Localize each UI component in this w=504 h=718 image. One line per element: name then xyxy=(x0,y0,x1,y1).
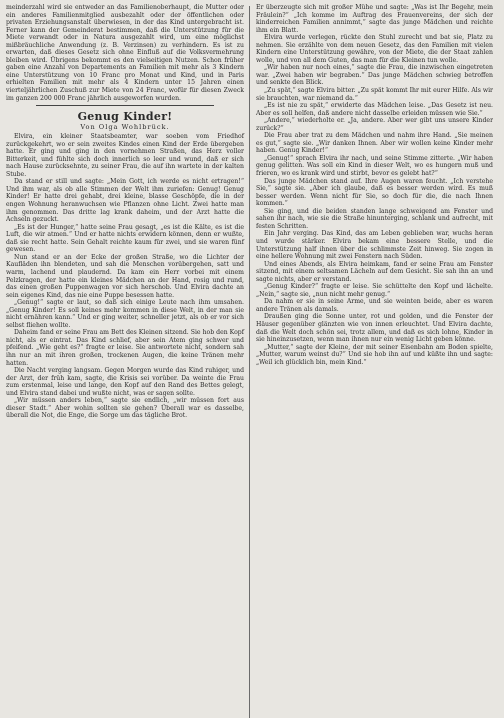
intro-article xyxy=(6,4,244,102)
paragraph: Die Nacht verging langsam. Gegen Morgen wurde das Kind ruhiger, und der Arzt, der früh kam, sagte, die Krisis sei vorüber. Da weinte die Frau zum erstenmal, leise und lange, den Kopf auf den Rand des Bettes gelegt, und Elvira stand dabei und wußte nicht, was er sagen sollte. xyxy=(6,367,244,397)
paragraph: Und eines Abends, als Elvira heimkam, fand er seine Frau am Fenster sitzend, mit einem seltsamen Lächeln auf dem Gesicht. Sie sah ihn an und sagte nichts, aber er verstand. xyxy=(256,260,493,283)
paragraph: Die Frau aber trat zu dem Mädchen und nahm ihre Hand. „Sie meinen es gut,“ sagte sie. „Wir danken Ihnen. Aber wir wollen keine Kinder mehr haben. Genug Kinder!“ xyxy=(256,132,493,155)
paragraph: „Wir müssen anders leben,“ sagte sie endlich, „wir müssen fort aus dieser Stadt.“ Aber wohin sollten sie gehen? Überall war es dasselbe, überall die Not, die Enge, die Sorge um das tägliche Brot. xyxy=(6,397,244,420)
paragraph: Nun stand er an der Ecke der großen Straße, wo die Lichter der Kaufläden ihn blendeten, und sah die Menschen vorübergehen, satt und warm, lachend und plaudernd. Da kam ein Herr vorbei mit einem Pelzkragen, der hatte ein kleines Mädchen an der Hand, rosig und rund, das einen großen Puppenwagen vor sich herschob. Und Elvira dachte an sein eigenes Kind, das nie eine Puppe besessen hatte. xyxy=(6,253,244,299)
section-rule xyxy=(36,105,214,106)
paragraph: Elvira wurde verlegen, rückte den Stuhl zurecht und bat sie, Platz zu nehmen. Sie erzählte von dem neuen Gesetz, das den Familien mit vielen Kindern eine Unterstützung gewähre, von der Miete, die der Staat zahlen wolle, und von all dem Guten, das man für die Kleinen tun wolle. xyxy=(256,34,493,64)
paragraph: Draußen ging die Sonne unter, rot und golden, und die Fenster der Häuser gegenüber glänzten wie von innen erleuchtet. Und Elvira dachte, daß die Welt doch schön sei, trotz allem, und daß es sich lohne, Kinder in sie hineinzusetzen, wenn man ihnen nur ein wenig Licht geben könne. xyxy=(256,313,493,344)
paragraph: „Genug!“ sagte er laut, so daß sich einige Leute nach ihm umsahen. „Genug Kinder! Es soll keines mehr kommen in diese Welt, in der man sie nicht ernähren kann.“ Und er ging weiter, schneller jetzt, als ob er vor sich selbst fliehen wollte. xyxy=(6,299,244,329)
paragraph: „Genug!“ sprach Elvira ihr nach, und seine Stimme zitterte. „Wir haben genug gelitten. Was soll ein Kind in dieser Welt, wo es hungern muß und frieren, wo es krank wird und stirbt, bevor es gelebt hat?“ xyxy=(256,154,493,178)
paragraph: „Genug Kinder?“ fragte er leise. Sie schüttelte den Kopf und lächelte. „Nein,“ sagte sie, „nun nicht mehr genug.“ xyxy=(256,283,493,298)
story-title: Genug Kinder! xyxy=(77,110,173,124)
paragraph: Elvira, ein kleiner Staatsbeamter, war soeben vom Friedhof zurückgekehrt, wo er sein zweites Kindes einen Kind der Erde übergeben hatte. Er ging und ging in den vornehmen Straßen, das Herz voller Bitterkeit, und fühlte sich doch innerlich so leer und wund, daß er sich nach Hause zurücksehnte, zu seiner Frau, die auf ihn wartete in der kalten Stube. xyxy=(6,133,244,178)
paragraph: Sie ging, und die beiden standen lange schweigend am Fenster und sahen ihr nach, wie sie die Straße hinunterging, schlank und aufrecht, mit festen Schritten. xyxy=(256,207,493,230)
paragraph: „Andere,“ wiederholte er. „Ja, andere. Aber wer gibt uns unsere Kinder zurück?“ xyxy=(256,117,493,132)
paragraph: Er überzeugte sich mit großer Mühe und sagte: „Was ist Ihr Begehr, mein Fräulein?“ „Ich komme im Auftrag des Frauenvereins, der sich der kinderreichen Familien annimmt,“ sagte das junge Mädchen und reichte ihm ein Blatt. xyxy=(256,4,493,34)
paragraph: „Es ist der Hunger,“ hatte seine Frau gesagt, „es ist die Kälte, es ist die Luft, die wir atmen.“ Und er hatte nichts erwidern können, denn er wußte, daß sie recht hatte. Sein Gehalt reichte kaum für zwei, und sie waren fünf gewesen. xyxy=(6,223,244,254)
paragraph: „Mutter,“ sagte der Kleine, der mit seiner Eisenbahn am Boden spielte, „Mutter, warum weinst du?“ Und sie hob ihn auf und küßte ihn und sagte: „Weil ich glücklich bin, mein Kind.“ xyxy=(256,343,493,366)
paragraph: Das junge Mädchen stand auf. Ihre Augen waren feucht. „Ich verstehe Sie,“ sagte sie. „Aber ich glaube, daß es besser werden wird. Es muß besser werden. Wenn nicht für Sie, so doch für die, die nach Ihnen kommen.“ xyxy=(256,177,493,208)
paragraph: „Wir haben nur noch eines,“ sagte die Frau, die inzwischen eingetreten war. „Zwei haben wir begraben.“ Das junge Mädchen schwieg betroffen und senkte den Blick. xyxy=(256,64,493,87)
paragraph: meinderzahl wird sie entweder an das Familienoberhaupt, die Mutter oder ein anderes Familienmitglied ausbezahlt oder der öffentlichen oder privaten Erziehungsanstalt überwiesen, in der das Kind untergebracht ist. Ferner kann der Gemeinderat bestimmen, daß die Unterstützung für die Miete verwandt oder in Natura ausgezahlt wird, um eine möglichst mißbräuchliche Anwendung (z. B. Verzinsen) zu verhindern. Es ist zu erwarten, daß dieses Gesetz sich ohne Einfluß auf die Volksvermehrung bleiben wird. Übrigens bekommt es den vielseitigen Nutzen. Schon früher gaben eine Anzahl von Departements an Familien mit mehr als 3 Kindern eine Unterstützung von 10 Franc pro Monat und Kind, und in Paris erhielten Familien mit mehr als 4 Kindern unter 15 Jahren einen vierteljährlichen Zuschuß zur Miete von 24 Franc, wofür für diesen Zweck im ganzen 200 000 Franc jährlich ausgeworfen wurden. xyxy=(6,4,244,102)
paragraph: Daheim fand er seine Frau am Bett des Kleinen sitzend. Sie hob den Kopf nicht, als er eintrat. Das Kind schlief, aber sein Atem ging schwer und pfeifend. „Wie geht es?“ fragte er leise. Sie antwortete nicht, sondern sah ihn nur an mit ihren großen, trockenen Augen, die keine Tränen mehr hatten. xyxy=(6,329,244,367)
left-column xyxy=(6,4,249,718)
right-column xyxy=(250,4,493,718)
paragraph: Da stand er still und sagte: „Mein Gott, ich werde es nicht ertragen!“ Und ihm war, als ob alle Stimmen der Welt ihm zuriefen: Genug! Genug Kinder! Er hatte drei gehabt, drei kleine, blasse Geschöpfe, die in der engen Wohnung heranwuchsen wie Pflanzen ohne Licht. Zwei hatte man ihm genommen. Das dritte lag krank daheim, und der Arzt hatte die Achseln gezuckt. xyxy=(6,178,244,224)
story-byline: Von Olga Wohlbrück. xyxy=(80,123,170,132)
story-body-right xyxy=(256,4,493,366)
paragraph: Da nahm er sie in seine Arme, und sie weinten beide, aber es waren andere Tränen als damals. xyxy=(256,298,493,313)
paragraph: „Es ist nie zu spät,“ erwiderte das Mädchen leise. „Das Gesetz ist neu. Aber es soll helfen, daß andere nicht dasselbe erleiden müssen wie Sie.“ xyxy=(256,102,493,117)
story-body-left xyxy=(6,133,244,420)
paragraph: Ein Jahr verging. Das Kind, das am Leben geblieben war, wuchs heran und wurde stärker. Elvira bekam eine bessere Stelle, und die Unterstützung half ihnen über die schlimmste Zeit hinweg. Sie zogen in eine hellere Wohnung mit zwei Fenstern nach Süden. xyxy=(256,230,493,261)
paragraph: „Zu spät,“ sagte Elvira bitter. „Zu spät kommt Ihr mit eurer Hilfe. Als wir sie brauchten, war niemand da.“ xyxy=(256,87,493,102)
